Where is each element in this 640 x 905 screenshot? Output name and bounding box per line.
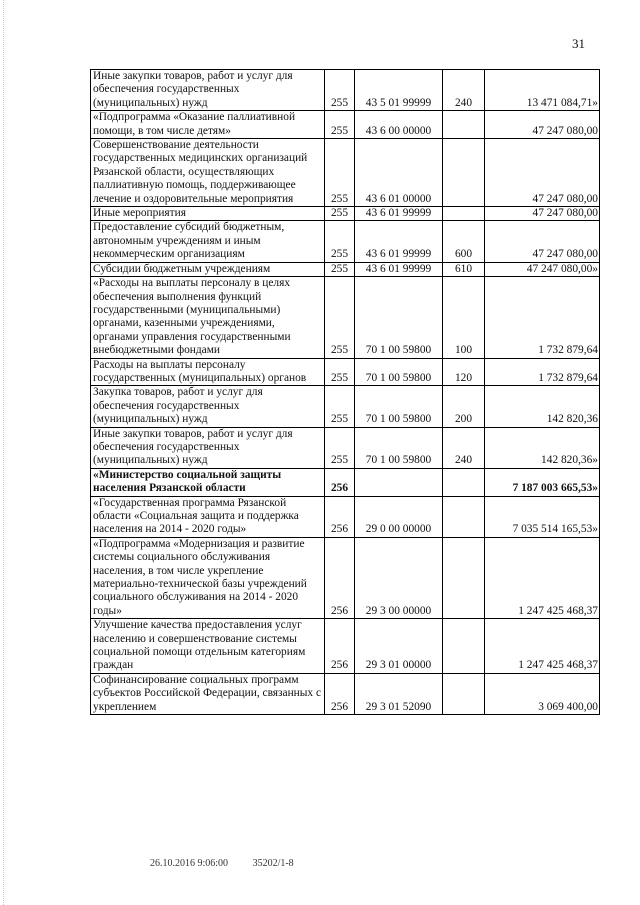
row-ministry-code: 256 [325,496,355,537]
row-expense-kind [443,207,485,221]
table-row [91,221,600,262]
table-row [91,262,600,276]
row-target-code: 29 0 00 00000 [355,496,443,537]
row-amount: 142 820,36» [485,427,600,468]
row-name: Иные мероприятия [91,207,325,221]
row-ministry-code: 255 [325,70,355,111]
row-ministry-code: 255 [325,386,355,427]
budget-table [90,69,600,715]
row-expense-kind: 120 [443,358,485,386]
row-ministry-code: 256 [325,619,355,674]
row-expense-kind [443,673,485,714]
row-amount: 47 247 080,00 [485,111,600,139]
row-name: «Министерство социальной защиты населения Рязанской области [91,468,325,496]
table-row [91,386,600,427]
row-ministry-code: 256 [325,673,355,714]
row-target-code: 43 5 01 99999 [355,70,443,111]
table-row [91,70,600,111]
footer-timestamp: 26.10.2016 9:06:00 [150,858,229,869]
row-target-code: 70 1 00 59800 [355,358,443,386]
row-amount: 3 069 400,00 [485,673,600,714]
row-expense-kind [443,496,485,537]
row-name: «Подпрограмма «Оказание паллиативной помощи, в том числе детям» [91,111,325,139]
row-ministry-code: 256 [325,468,355,496]
table-row [91,139,600,207]
row-name: «Подпрограмма «Модернизация и развитие системы социального обслуживания населения, в том числе укрепление материально-технической базы учреждений социального обслуживания на 2014 - 2020 годы» [91,537,325,618]
row-expense-kind: 100 [443,277,485,358]
row-expense-kind [443,139,485,207]
row-target-code: 43 6 01 99999 [355,262,443,276]
binding-edge [3,0,5,905]
row-target-code [355,468,443,496]
row-name: «Расходы на выплаты персоналу в целях обеспечения выполнения функций государственными (муниципальными) органами, казенными учреждениями, органами управления государственными внебюджетными фондами [91,277,325,358]
row-expense-kind: 600 [443,221,485,262]
row-target-code: 29 3 01 52090 [355,673,443,714]
table-row [91,619,600,674]
table-row [91,673,600,714]
table-row [91,277,600,358]
row-amount: 1 247 425 468,37 [485,619,600,674]
row-target-code: 43 6 01 00000 [355,139,443,207]
table-row [91,468,600,496]
row-amount: 13 471 084,71» [485,70,600,111]
row-name: Закупка товаров, работ и услуг для обеспечения государственных (муниципальных) нужд [91,386,325,427]
row-ministry-code: 255 [325,358,355,386]
page-footer [150,858,294,869]
row-name: Совершенствование деятельности государственных медицинских организаций Рязанской области, осуществляющих паллиативную помощь, поддерживающее лечение и оздоровительные мероприятия [91,139,325,207]
row-name: Иные закупки товаров, работ и услуг для обеспечения государственных (муниципальных) нужд [91,427,325,468]
row-expense-kind: 240 [443,427,485,468]
row-expense-kind: 610 [443,262,485,276]
row-expense-kind: 240 [443,70,485,111]
row-target-code: 29 3 01 00000 [355,619,443,674]
row-ministry-code: 255 [325,139,355,207]
row-amount: 1 732 879,64 [485,358,600,386]
row-ministry-code: 255 [325,207,355,221]
row-name: Улучшение качества предоставления услуг населению и совершенствование системы социальной помощи отдельным категориям граждан [91,619,325,674]
row-target-code: 43 6 01 99999 [355,221,443,262]
row-amount: 1 732 879,64 [485,277,600,358]
table-row [91,111,600,139]
row-target-code: 70 1 00 59800 [355,386,443,427]
row-name: «Государственная программа Рязанской области «Социальная защита и поддержка населения на 2014 - 2020 годы» [91,496,325,537]
row-target-code: 43 6 00 00000 [355,111,443,139]
row-target-code: 70 1 00 59800 [355,427,443,468]
budget-table-body [91,70,600,715]
table-row [91,207,600,221]
row-expense-kind [443,537,485,618]
row-amount: 1 247 425 468,37 [485,537,600,618]
row-name: Предоставление субсидий бюджетным, автономным учреждениям и иным некоммерческим организациям [91,221,325,262]
row-ministry-code: 255 [325,221,355,262]
row-ministry-code: 256 [325,537,355,618]
row-expense-kind: 200 [443,386,485,427]
row-name: Расходы на выплаты персоналу государственных (муниципальных) органов [91,358,325,386]
row-expense-kind [443,111,485,139]
row-name: Субсидии бюджетным учреждениям [91,262,325,276]
row-name: Софинансирование социальных программ субъектов Российской Федерации, связанных с укреплением [91,673,325,714]
row-amount: 47 247 080,00 [485,207,600,221]
table-row [91,427,600,468]
table-row [91,358,600,386]
row-ministry-code: 255 [325,262,355,276]
row-ministry-code: 255 [325,277,355,358]
row-amount: 47 247 080,00» [485,262,600,276]
row-amount: 142 820,36 [485,386,600,427]
footer-doc-code: 35202/1-8 [252,858,294,869]
row-amount: 7 035 514 165,53» [485,496,600,537]
row-target-code: 43 6 01 99999 [355,207,443,221]
row-name: Иные закупки товаров, работ и услуг для обеспечения государственных (муниципальных) нужд [91,70,325,111]
row-amount: 47 247 080,00 [485,221,600,262]
row-expense-kind [443,619,485,674]
row-amount: 47 247 080,00 [485,139,600,207]
table-row [91,537,600,618]
row-ministry-code: 255 [325,427,355,468]
row-expense-kind [443,468,485,496]
row-amount: 7 187 003 665,53» [485,468,600,496]
row-ministry-code: 255 [325,111,355,139]
table-row [91,496,600,537]
row-target-code: 70 1 00 59800 [355,277,443,358]
page-number: 31 [572,36,585,51]
row-target-code: 29 3 00 00000 [355,537,443,618]
